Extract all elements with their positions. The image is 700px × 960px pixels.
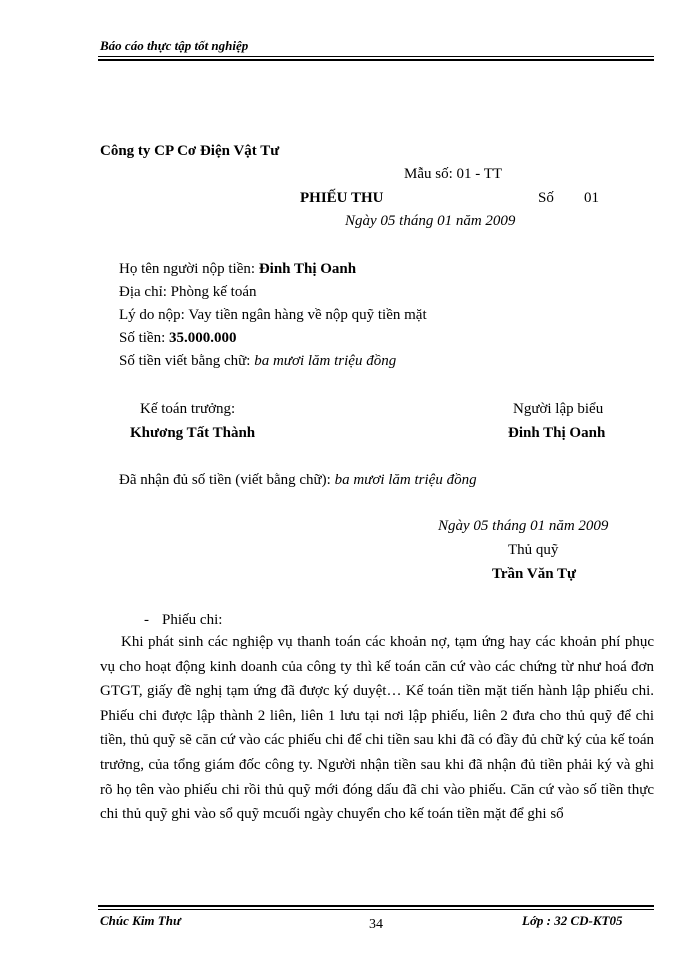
payer-line — [119, 261, 356, 278]
amount-label: Số tiền: — [119, 330, 166, 346]
amount-value: 35.000.000 — [169, 330, 237, 346]
reason-line — [119, 307, 427, 324]
preparer-name: Đinh Thị Oanh — [508, 425, 606, 441]
receipt-date: Ngày 05 tháng 01 năm 2009 — [345, 213, 516, 229]
section-heading: Phiếu chi: — [162, 612, 223, 628]
header-rule-thick — [98, 59, 654, 61]
footer-class: Lớp : 32 CD-KT05 — [522, 913, 623, 928]
address-value: Phòng kế toán — [170, 284, 257, 300]
chief-accountant-title: Kế toán trưởng: — [140, 401, 236, 417]
payer-label: Họ tên người nộp tiền: — [119, 261, 256, 277]
chief-accountant-name: Khương Tất Thành — [130, 425, 256, 441]
received-label: Đã nhận đủ số tiền (viết bằng chữ): — [119, 472, 331, 488]
address-label: Địa chỉ: — [119, 284, 167, 300]
form-number: Mẫu số: 01 - TT — [404, 166, 503, 182]
receipt-number-label: Số — [538, 190, 554, 206]
header-rule-thin — [98, 56, 654, 57]
cashier-name: Trần Văn Tự — [492, 566, 577, 582]
amount-words-label: Số tiền viết bằng chữ: — [119, 353, 251, 369]
preparer-title: Người lập biểu — [513, 401, 604, 417]
section-bullet: - — [144, 612, 149, 628]
address-line — [119, 284, 256, 301]
company-name: Công ty CP Cơ Điện Vật Tư — [100, 143, 280, 159]
section-paragraph: Khi phát sinh các nghiệp vụ thanh toán các khoản nợ, tạm ứng hay các khoản phí phục vụ cho hoạt động kinh doanh của công ty thì kế toán căn cứ vào các chứng từ như hoá đơn GTGT, giấy đề nghị tạm ứng đã được ký duyệt… Kế toán tiền mặt tiến hành lập phiếu chi. Phiếu chi được lập thành 2 liên, liên 1 lưu tại nơi lập phiếu, liên 2 đưa cho thủ quỹ để chi tiền, thủ quỹ sẽ căn cứ vào các phiếu chi để chi tiền sau khi đã có đầy đủ chữ ký của kế toán trưởng, của tổng giám đốc công ty. Người nhận tiền sau khi đã nhận đủ tiền phải ký và ghi rõ họ tên vào phiếu chi rồi thủ quỹ mới đóng dấu đã chi vào phiếu. Căn cứ vào số tiền thực chi thủ quỹ ghi vào sổ quỹ mcuối ngày chuyển cho kế toán tiền mặt để ghi sổ — [100, 634, 654, 823]
header-title: Báo cáo thực tập tốt nghiệp — [100, 38, 249, 53]
footer-author: Chúc Kim Thư — [100, 913, 181, 928]
receipt-number-value: 01 — [584, 190, 599, 206]
footer-rule-thin — [98, 909, 654, 910]
payer-name: Đinh Thị Oanh — [258, 261, 357, 277]
received-value: ba mươi lăm triệu đồng — [334, 472, 477, 488]
footer-rule-thick — [98, 905, 654, 907]
receipt-title: PHIẾU THU — [300, 190, 384, 206]
amount-words-line — [119, 353, 396, 370]
cashier-title: Thủ quỹ — [508, 542, 559, 558]
reason-value: Vay tiền ngân hàng về nộp quỹ tiền mặt — [188, 307, 427, 323]
amount-line — [119, 330, 237, 347]
sign-date: Ngày 05 tháng 01 năm 2009 — [438, 518, 609, 534]
received-line — [119, 472, 477, 489]
reason-label: Lý do nộp: — [119, 307, 185, 323]
page-number: 34 — [369, 917, 383, 932]
amount-words-value: ba mươi lăm triệu đồng — [254, 353, 397, 369]
